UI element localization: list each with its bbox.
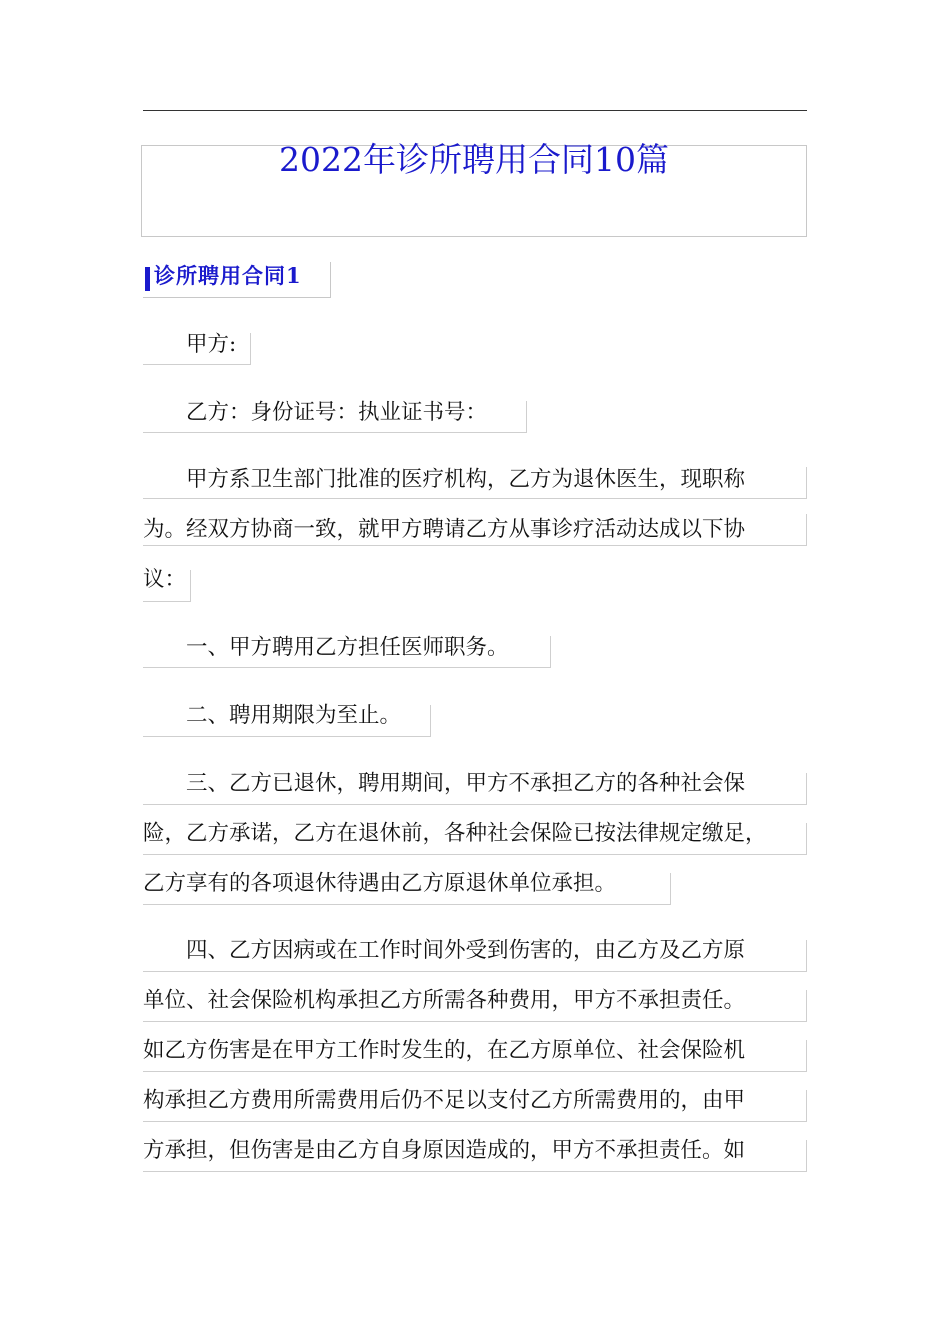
body-line: 二、聘用期限为至止。 <box>143 703 402 728</box>
body-line: 甲方系卫生部门批准的医疗机构，乙方为退休医生，现职称 <box>143 467 746 492</box>
body-line: 单位、社会保险机构承担乙方所需各种费用，甲方不承担责任。 <box>143 988 746 1013</box>
document-title: 2022年诊所聘用合同10篇 <box>279 140 669 179</box>
body-line: 乙方：身份证号：执业证书号： <box>143 400 488 425</box>
section-heading: 诊所聘用合同1 <box>154 263 302 288</box>
body-line: 议： <box>143 567 187 592</box>
body-line: 如乙方伤害是在甲方工作时发生的，在乙方原单位、社会保险机 <box>143 1038 746 1063</box>
body-line: 方承担，但伤害是由乙方自身原因造成的，甲方不承担责任。如 <box>143 1138 746 1163</box>
body-line: 乙方享有的各项退休待遇由乙方原退休单位承担。 <box>143 871 617 896</box>
body-line: 甲方: <box>143 332 237 357</box>
body-line: 为。经双方协商一致，就甲方聘请乙方从事诊疗活动达成以下协 <box>143 517 746 542</box>
body-line: 一、甲方聘用乙方担任医师职务。 <box>143 635 509 660</box>
body-line: 三、乙方已退休，聘用期间，甲方不承担乙方的各种社会保 <box>143 771 746 796</box>
top-rule <box>143 110 807 111</box>
body-line: 构承担乙方费用所需费用后仍不足以支付乙方所需费用的，由甲 <box>143 1088 746 1113</box>
body-line: 四、乙方因病或在工作时间外受到伤害的，由乙方及乙方原 <box>143 938 746 963</box>
body-line: 险，乙方承诺，乙方在退休前，各种社会保险已按法律规定缴足， <box>143 821 767 846</box>
heading-marker <box>145 267 150 291</box>
